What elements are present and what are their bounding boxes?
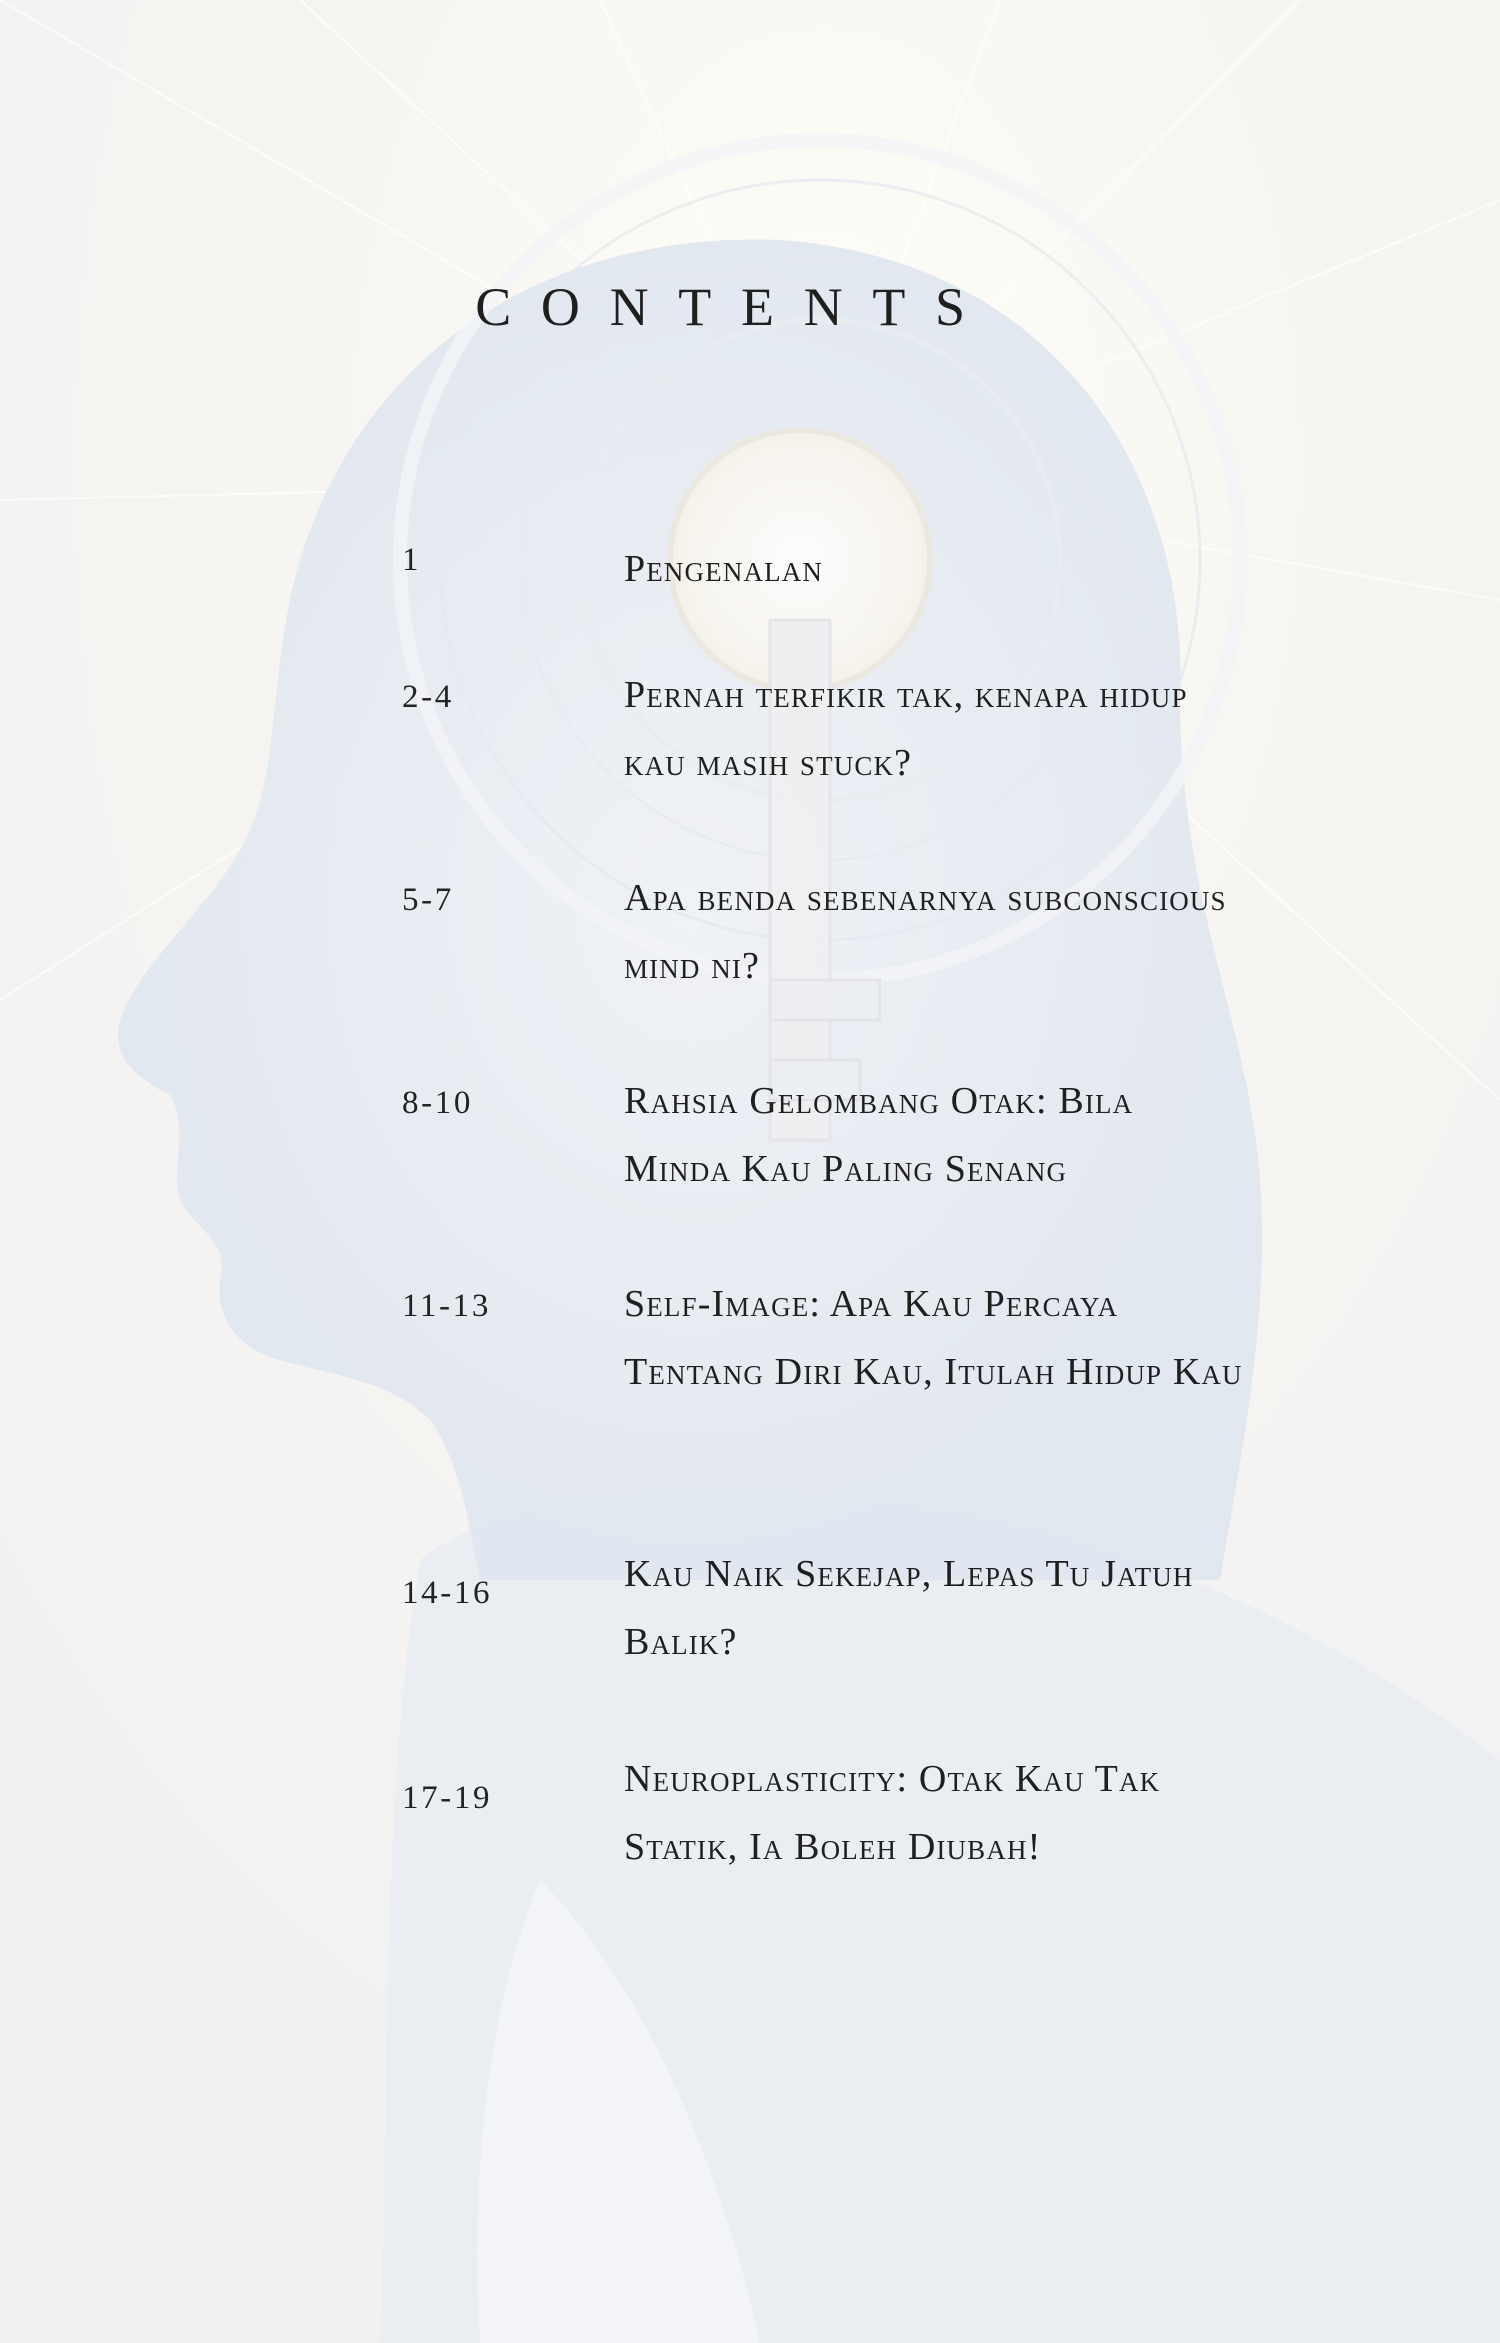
toc-title: Neuroplasticity: Otak Kau Tak Statik, Ia Boleh Diubah!: [624, 1758, 1161, 1868]
toc-page-number: 1: [402, 542, 422, 578]
toc-title: Pengenalan: [624, 548, 824, 590]
toc-page-number: 5-7: [402, 882, 454, 918]
toc-title: Rahsia Gelombang Otak: Bila Minda Kau Paling Senang: [624, 1080, 1134, 1190]
page-title: CONTENTS: [475, 277, 995, 337]
toc-page-number: 17-19: [402, 1780, 493, 1816]
toc-title: Apa benda sebenarnya subconscious mind ni?: [624, 877, 1227, 987]
toc-page-number: 2-4: [402, 679, 454, 715]
toc-title: Self-Image: Apa Kau Percaya Tentang Diri Kau, Itulah Hidup Kau: [624, 1283, 1243, 1393]
toc-page-number: 8-10: [402, 1085, 474, 1121]
toc-page-number: 14-16: [402, 1575, 493, 1611]
toc-title: Pernah terfikir tak, kenapa hidup kau masih stuck?: [624, 674, 1188, 784]
toc-title: Kau Naik Sekejap, Lepas Tu Jatuh Balik?: [624, 1553, 1194, 1663]
toc-page-number: 11-13: [402, 1288, 491, 1324]
